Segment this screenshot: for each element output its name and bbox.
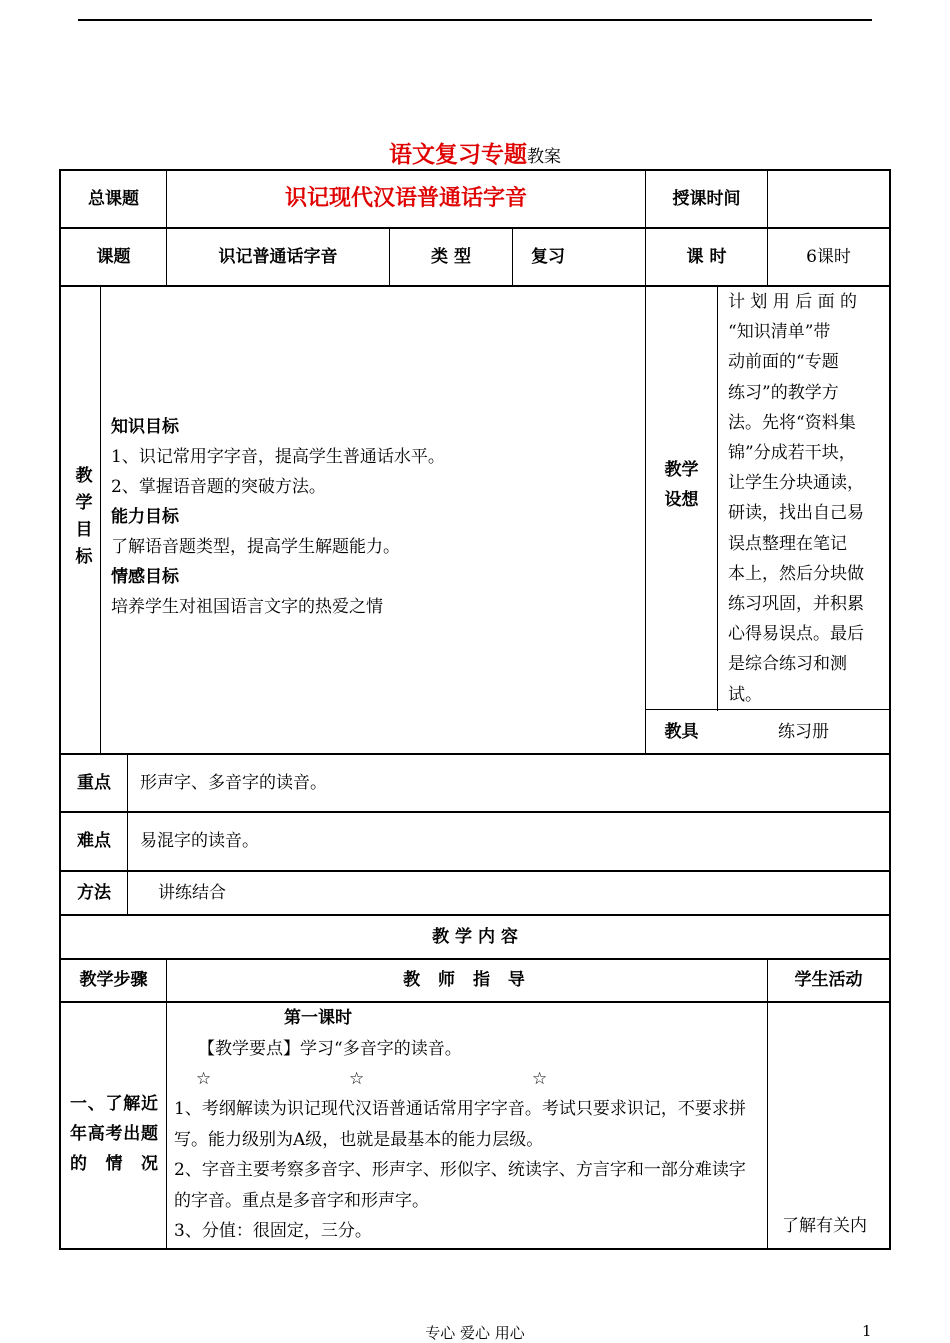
- header-rule: [78, 19, 872, 21]
- design-line: 本上，然后分块做: [728, 563, 864, 584]
- column-header-student: 学生活动: [794, 970, 863, 991]
- design-line: “知识清单”带: [728, 322, 831, 343]
- teacher-guidance: [174, 1003, 760, 1247]
- design-line: 心得易误点。最后: [728, 624, 864, 645]
- lesson-key-point: 【教学要点】学习“多音字的读音。: [198, 1038, 462, 1059]
- col-divider: [717, 285, 718, 711]
- design-line: 误点整理在笔记: [728, 533, 847, 554]
- cell-key-point: 形声字、多音字的读音。: [140, 772, 327, 793]
- student-activity: 了解有关内: [782, 1216, 867, 1236]
- star-icon: ☆: [196, 1069, 212, 1089]
- knowledge-goal-item: 1、识记常用字字音，提高学生普通话水平。: [111, 447, 445, 467]
- emotion-goal-title: 情感目标: [111, 567, 179, 587]
- page-number: 1: [862, 1322, 872, 1340]
- col-divider: [100, 285, 101, 755]
- cell-tools: 练习册: [778, 721, 829, 742]
- design-line: 练习”的教学方: [728, 382, 839, 403]
- cell-topic: 识记普通话字音: [218, 246, 338, 267]
- design-label-line: 教学: [664, 460, 699, 480]
- cell-label-hours: 课 时: [686, 246, 727, 267]
- title-main: 语文复习专题: [389, 141, 527, 168]
- guidance-paragraph: 2、字音主要考察多音字、形声字、形似字、统读字、方言字和一部分难读字的字音。重点是多音字和形声字。: [174, 1160, 746, 1211]
- col-divider: [166, 958, 167, 1248]
- design-content: [728, 287, 882, 710]
- cell-class-time: [768, 171, 889, 227]
- design-line: 锦”分成若干块，: [728, 443, 856, 464]
- guidance-paragraph: 3、分值：很固定，三分。: [174, 1221, 372, 1241]
- document-title: [0, 136, 950, 169]
- star-icon: ☆: [532, 1069, 548, 1089]
- cell-difficulty: 易混字的读音。: [140, 831, 259, 852]
- cell-type: 复习: [531, 246, 565, 267]
- design-line: 研读，找出自己易: [728, 503, 864, 524]
- content-header: 教 学 内 容: [432, 926, 518, 947]
- col-divider: [512, 227, 513, 287]
- design-line: 是综合练习和测: [728, 654, 847, 675]
- cell-label-design: [646, 451, 717, 519]
- design-label-line: 设想: [664, 490, 699, 510]
- ability-goal-text: 了解语音题类型，提高学生解题能力。: [111, 537, 400, 557]
- session-title: 第一课时: [284, 1008, 352, 1028]
- cell-hours: 6课时: [806, 246, 851, 267]
- guidance-paragraph: 1、考纲解读为识记现代汉语普通话常用字字音。考试只要求识记，不要求拼写。能力级别为A级，也就是最基本的能力层级。: [174, 1099, 746, 1150]
- goals-content: [111, 412, 631, 622]
- cell-label-difficulty: 难点: [77, 831, 111, 852]
- col-divider: [127, 753, 128, 916]
- knowledge-goal-item: 2、掌握语音题的突破方法。: [111, 477, 326, 497]
- cell-method: 讲练结合: [158, 882, 226, 903]
- cell-label-main-topic: 总课题: [88, 188, 139, 209]
- cell-label-goals: 教学目标: [71, 466, 92, 574]
- cell-label-topic: 课题: [96, 246, 131, 267]
- design-line: 动前面的“专题: [728, 352, 839, 373]
- design-line: 让学生分块通读，: [728, 473, 864, 494]
- title-suffix: 教案: [527, 147, 561, 167]
- knowledge-goal-title: 知识目标: [111, 417, 179, 437]
- cell-label-class-time: 授课时间: [672, 188, 741, 209]
- design-line: 法。先将“资料集: [728, 412, 856, 433]
- cell-main-topic: 识记现代汉语普通话字音: [284, 185, 527, 212]
- lesson-plan-table: [59, 169, 891, 1250]
- design-line: 试。: [728, 684, 762, 705]
- col-divider: [767, 958, 768, 1248]
- footer-text: 专心 爱心 用心: [425, 1324, 525, 1342]
- cell-label-tools: 教具: [664, 721, 699, 742]
- cell-label-method: 方法: [77, 882, 111, 903]
- column-header-teacher: 教 师 指 导: [403, 970, 531, 991]
- star-row: [174, 1064, 760, 1094]
- emotion-goal-text: 培养学生对祖国语言文字的热爱之情: [111, 597, 383, 617]
- ability-goal-title: 能力目标: [111, 507, 179, 527]
- cell-label-type: 类 型: [431, 246, 471, 267]
- cell-label-key-point: 重点: [77, 772, 111, 793]
- design-line: 计 划 用 后 面 的: [728, 292, 858, 312]
- design-line: 练习巩固，并积累: [728, 594, 864, 615]
- column-header-steps: 教学步骤: [79, 970, 148, 991]
- lesson-step: 一、了解近年高考出题的情况: [70, 1094, 158, 1174]
- star-icon: ☆: [349, 1069, 365, 1089]
